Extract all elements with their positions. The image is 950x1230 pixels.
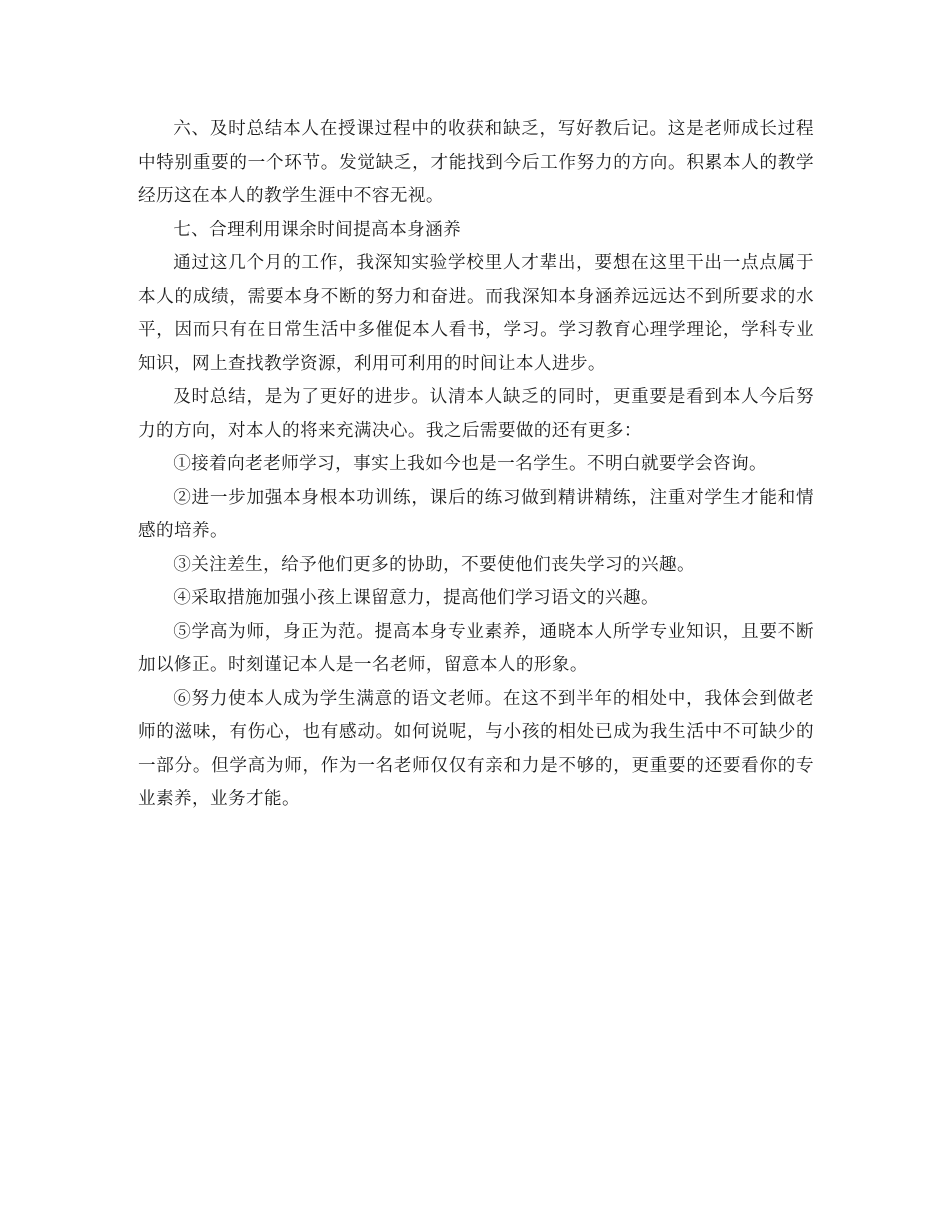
list-item-4: ④采取措施加强小孩上课留意力，提高他们学习语文的兴趣。	[173, 588, 660, 608]
list-item-6: ⑥努力使本人成为学生满意的语文老师。在这不到半年的相处中，我体会到做老师的滋味，有伤心，也有感动。如何说呢，与小孩的相处已成为我生活中不可缺少的一部分。但学高为师，作为一名老师仅仅有亲和力是不够的，更重要的还要看你的专业素养，业务才能。	[138, 688, 814, 809]
list-item-3: ③关注差生，给予他们更多的协助，不要使他们丧失学习的兴趣。	[173, 554, 696, 575]
heading-section-seven: 七、合理利用课余时间提高本身涵养	[173, 219, 462, 240]
paragraph-summary: 及时总结，是为了更好的进步。认清本人缺乏的同时，更重要是看到本人今后努力的方向，对本人的将来充满决心。我之后需要做的还有更多：	[138, 387, 814, 441]
paragraph-section-six: 六、及时总结本人在授课过程中的收获和缺乏，写好教后记。这是老师成长过程中特别重要的一个环节。发觉缺乏，才能找到今后工作努力的方向。积累本人的教学经历这在本人的教学生涯中不容无视。	[138, 119, 814, 206]
list-item-2: ②进一步加强本身根本功训练，课后的练习做到精讲精练，注重对学生才能和情感的培养。	[138, 487, 814, 541]
document-body	[138, 113, 814, 817]
paragraph-self-improvement: 通过这几个月的工作，我深知实验学校里人才辈出，要想在这里干出一点点属于本人的成绩，需要本身不断的努力和奋进。而我深知本身涵养远远达不到所要求的水平，因而只有在日常生活中多催促本人看书，学习。学习教育心理学理论，学科专业知识，网上查找教学资源，利用可利用的时间让本人进步。	[138, 253, 814, 374]
list-item-5: ⑤学高为师，身正为范。提高本身专业素养，通晓本人所学专业知识，且要不断加以修正。时刻谨记本人是一名老师，留意本人的形象。	[138, 621, 814, 675]
list-item-1: ①接着向老老师学习，事实上我如今也是一名学生。不明白就要学会咨询。	[173, 454, 767, 474]
